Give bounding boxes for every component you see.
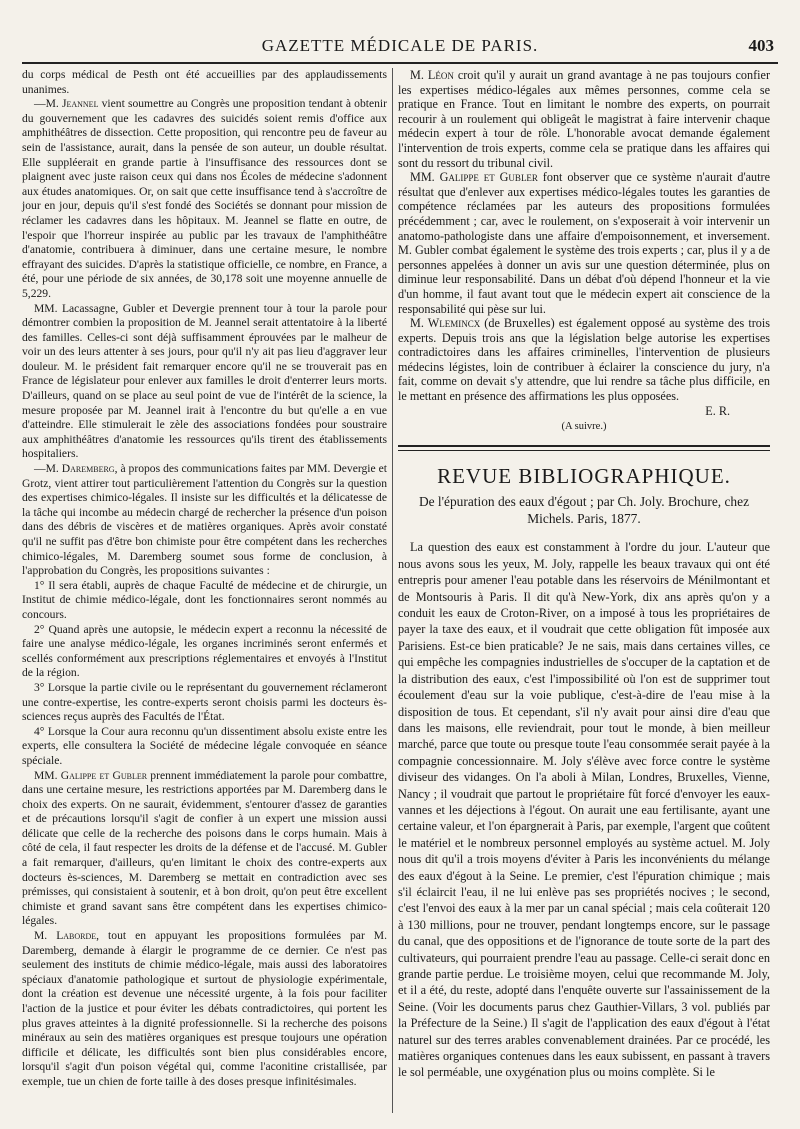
paragraph-text: 3° Lorsque la partie civile ou le représentant du gouvernement réclameront une contre-expertise, les contre-experts seront choisis parmi les docteurs ès-sciences reçus auprès des Facultés de l'État. [22,680,387,724]
section-separator [398,445,770,451]
page-header [22,36,778,58]
paragraph [22,97,387,301]
paragraph [398,316,770,404]
review-subtitle: De l'épuration des eaux d'égout ; par Ch. Joly. Brochure, chez Michels. Paris, 1877. [418,494,750,527]
paragraph [22,681,387,725]
to-be-continued: (A suivre.) [561,421,607,433]
journal-title: GAZETTE MÉDICALE DE PARIS. [261,36,539,55]
paragraph-text: , tout en appuyant les propositions formulées par M. Daremberg, demande à élargir le programme de ce dernier. Ce n'est pas seulement des instituts de chimie médico-légale, mais aussi des laboratoires spéciaux d'anatomie pathologique et surtout de physiologie expérimentale, dont la création est devenue une nécessité urgente, à la fois pour faciliter l'action de la justice et pour éviter les débats contradictoires, qui portent les plus graves atteintes à la dignité professionnelle. Si la recherche des poisons minéraux au sein des matières organiques est presque toujours une opération difficile et délicate, les difficultés sont bien plus considérables encore, lorsqu'il s'agit d'un poison végétal qui, comme l'aconitine cristallisée, par exemple, tue un chien de forte taille à des doses presque infinitésimales. [22,929,388,1088]
speaker-name: M. Léon [410,68,454,82]
paragraph-text: (de Bruxelles) est également opposé au système des trois experts. Depuis trois ans que la législation belge autorise les expertises contradictoires dans les affaires criminelles, l'intervention de plusieurs médecins légistes, loin de contribuer à éclairer la conscience du jury, n'a fait, comme on devait s'y attendre, que lui rendre sa tâche plus difficile, en le mettant en présence des affirmations les plus opposées. [398,316,770,404]
paragraph [22,462,387,579]
paragraph [398,539,770,1080]
paragraph [22,769,387,930]
left-column [22,68,387,1090]
paragraph-text: du corps médical de Pesth ont été accueillies par des applaudissements unanimes. [22,68,387,96]
speaker-name: M. Laborde [34,929,97,943]
paragraph [22,302,387,463]
speaker-name: MM. Galippe et Gubler [410,170,538,185]
paragraph [398,68,770,170]
speaker-name: MM. Galippe et Gubler [34,768,148,782]
column-divider [392,68,393,1113]
paragraph-text: La question des eaux est constamment à l'ordre du jour. L'auteur que nous avons sous les yeux, M. Joly, rappelle les beaux travaux qui ont été entrepris pour amener l'eau potable dans les réservoirs de Ménilmontant et de Montsouris à Paris. Il dit qu'à New-York, dix ans après qu'on y a conduit les eaux de Croton-River, on a imposé à tous les propriétaires de payer la taxe des eaux, et il voudrait que cette obligation fût imposée aux Parisiens. Est-ce bien praticable? Je ne sais, mais dans certaines villes, ce qui empêche les compagnies industrielles de s'occuper de la captation et de la distribution des eaux, c'est l'impossibilité où l'on est de supprimer tout écoulement d'eau sur la voie publique, c'est-à-dire de l'eau mise à la disposition de tous. Et cependant, s'il n'y avait pour ainsi dire d'eau que dans les maisons, elle reviendrait, pour tout le monde, à bien meilleur marché, parce que toute ou presque toute l'eau consommée serait payée à la compagnie concessionnaire. M. Joly s'élève avec force contre le système diviseur des vidanges. On l'a aboli à Milan, Londres, Bruxelles, Vienne, Nancy ; il voudrait que partout le propriétaire fût forcé d'envoyer les eaux-vannes et les déjections à l'égout. On aurait une eau fertilisante, ayant une certaine valeur, et l'on épargnerait à Paris, par exemple, l'argent que coûtent le matériel et le nombreux personnel employés au système actuel. M. Joly nous dit qu'il a trois moyens d'éviter à Paris les inconvénients du mélange des eaux d'égout à la Seine. Le premier, c'est l'épuration chimique ; mais s'il éclaircit l'eau, il ne lui enlève pas ses propriétés nocives ; le second, c'est l'envoi des eaux à la mer par un canal spécial ; mais cela coûterait 120 à 130 millions, pour ne trouver, pendant longtemps encore, sur le passage du canal, que des oppositions et de l'ignorance de toute sorte de la part des cultivateurs, qui pourraient prendre l'eau au passage. Celle-ci serait donc en grande partie perdue. Le troisième moyen, celui que recommande M. Joly, et il a été, du reste, adopté dans l'enquête ouverte sur l'assainissement de la Seine. (Voir les documents parus chez Gauthier-Villars, 3 vol. publiés par la Préfecture de la Seine.) Il s'agit de l'application des eaux d'égout à l'état naturel sur des terres arables convenablement drainées. Par ce procédé, les matières organiques contenues dans les eaux subissent, en passant à travers le sol perméable, une oxygénation plus ou moins complète. Si le [398,540,770,1080]
paragraph-text: 2° Quand après une autopsie, le médecin expert a reconnu la nécessité de faire une analyse médico-légale, les organes incriminés seront enfermés et scellés conformément aux prescriptions réglementaires et envoyés à l'Institut de la région. [22,622,387,680]
paragraph [22,623,387,681]
paragraph [22,929,387,1090]
paragraph [22,579,387,623]
paragraph-text: croit qu'il y aurait un grand avantage à ne pas toujours confier les expertises médico-légales aux mêmes personnes, comme cela se pratique en France. Tout en limitant le nombre des experts, on pourrait recourir à un roulement qui obligeât le magistrat à faire intervenir chaque médecin expert à tour de rôle. L'honorable avocat demande également l'intervention de trois experts, comme cela se pratique dans les affaires qui sont du ressort du tribunal civil. [398,68,770,170]
paragraph [22,68,387,97]
paragraph-text: MM. Lacassagne, Gubler et Devergie prennent tour à tour la parole pour démontrer combien la proposition de M. Jeannel serait attentatoire à la liberté des familles. Celles-ci sont déjà suffisamment éprouvées par le malheur de voir un des leurs attenter à ses jours, pour qu'il n'y ait pas lieu d'aggraver leur douleur. M. le président fait remarquer encore qu'il ne se trouverait pas en France de législateur pour enlever aux familles le droit d'enterrer leurs morts. D'ailleurs, quand on se place au seul point de vue de l'intérêt de la science, la mesure proposée par M. Jeannel irait à l'encontre du but qu'elle a en vue d'atteindre. Elle stimulerait le zèle des associations fondées pour soustraire aux amphithéâtres d'anatomie les ressources qu'ils tirent des établissements hospitaliers. [22,301,387,461]
speaker-name: M. Wlemincx [410,316,481,331]
speaker-name: —M. Daremberg [34,462,115,476]
right-column [398,68,770,1081]
paragraph-text: prennent immédiatement la parole pour combattre, dans une certaine mesure, les restrictions apportées par M. Daremberg dans le choix des experts. On ne saurait, évidemment, s'entourer d'assez de garanties et de précautions lorsqu'il s'agit de confier à un expert une mission aussi délicate que celle de la recherche des poisons dans le corps humain. Mais à côté de cela, il faut respecter les droits de la défense et de l'accusé. M. Gubler a fait remarquer, d'ailleurs, qu'en limitant le choix des contre-experts aux docteurs ès-sciences, M. Daremberg se mettait en contradiction avec ses prémisses, qui consistaient à soutenir, et à bon droit, qu'on peut être excellent chimiste et grand savant sans être compétent dans les expertises chimico-légales. [22,768,387,928]
paragraph-text: vient soumettre au Congrès une proposition tendant à obtenir du gouvernement que les cadavres des suicidés soient remis d'office aux amphithéâtres de dissection. Cette proposition, qui rencontre peu de faveur au sein de l'assistance, aurait, dans la pensée de son auteur, un double résultat. Elle suppléerait en grande partie à l'insuffisance des ressources dont se plaignent avec juste raison ceux qui dans nos Écoles de médecine s'adonnent aux études anatomiques. Or, on sait que cette insuffisance tend à s'accroître de jour en jour, depuis qu'il s'est fondé des Sociétés se donnant pour mission de réclamer les cadavres dans les hôpitaux. M. Jeannel se flatte en outre, de l'espoir que l'horreur inspirée au public par les travaux de l'amphithéâtre d'anatomie, contribuera à diminuer, dans une certaine mesure, le nombre effrayant des suicides. D'après la statistique officielle, ce nombre, en France, a été, pour une période de six années, de 30,178 soit une moyenne annuelle de 5,229. [22,97,387,300]
paragraph-text: 1° Il sera établi, auprès de chaque Faculté de médecine et de chirurgie, un Institut de chimie médico-légale, dont les fonctionnaires seront nommés au concours. [22,578,387,621]
paragraph [22,725,387,769]
paragraph-text: 4° Lorsque la Cour aura reconnu qu'un dissentiment absolu existe entre les experts, elle consultera la Société de médecine légale convoquée en séance spéciale. [22,724,387,767]
paragraph-text: , à propos des communications faites par MM. Devergie et Grotz, vient attirer tout particulièrement l'attention du Congrès sur la question des expertises chimico-légales. Il insiste sur les difficultés et la délicatesse de la tâche qui incombe au médecin chargé de rechercher la présence d'un poison dans des débris de viscères et de matières organiques. Après avoir constaté qu'il ne suffit pas d'être bon chimiste pour être compétent dans les recherches chimico-légales, M. Daremberg soumet sous forme de conclusion, à l'approbation du Congrès, les propositions suivantes : [22,462,387,578]
speaker-name: —M. Jeannel [34,97,99,111]
paragraph [398,170,770,316]
signature: E. R. [705,403,730,418]
review-body [398,539,770,1080]
page-number: 403 [748,36,774,55]
section-title: REVUE BIBLIOGRAPHIQUE. [437,463,731,488]
paragraph-text: font observer que ce système n'aurait d'autre résultat que d'enlever aux expertises médico-légales toutes les garanties de compétence réclamées par les auteurs des propositions formulées précédemment ; car, avec le roulement, on s'exposerait à voir intervenir un anatomo-pathologiste dans une affaire d'empoisonnement, et inversement. M. Gubler combat également le système des trois experts ; car, plus il y a de personnes appelées à donner un avis sur une question déterminée, plus on diminue leur responsabilité. Dans un débat d'où dépend l'honneur et la vie d'un homme, il faut avant tout que le médecin expert ait conscience de la responsabilité qui pèse sur lui. [398,170,770,316]
header-rule [22,62,778,64]
